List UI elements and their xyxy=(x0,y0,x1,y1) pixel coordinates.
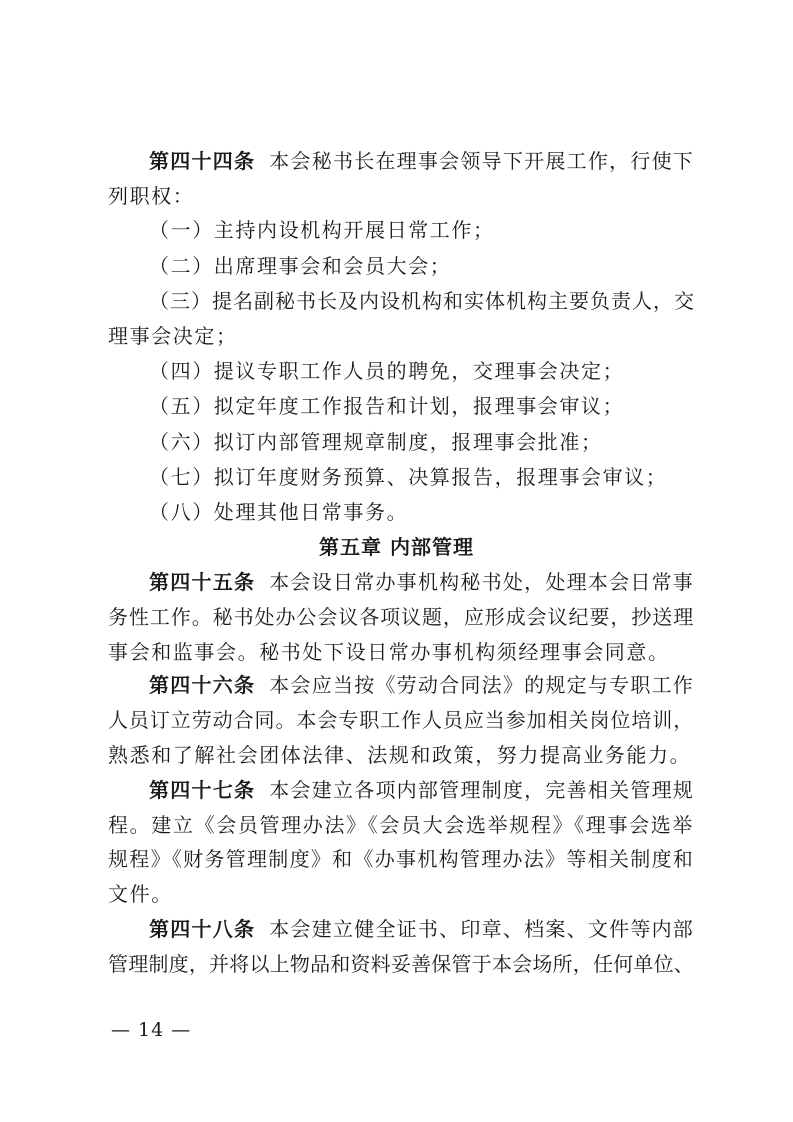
article-45-text-1: 本会设日常办事机构秘书处，处理本会日常事 xyxy=(269,570,695,594)
article-48-title: 第四十八条 xyxy=(149,917,256,941)
article-47-text-1: 本会建立各项内部管理制度，完善相关管理规 xyxy=(269,778,695,802)
article-47-line-2: 程。建立《会员管理办法》《会员大会选举规程》《理事会选举 xyxy=(108,813,694,837)
article-46-line-2: 人员订立劳动合同。本会专职工作人员应当参加相关岗位培训， xyxy=(108,708,694,732)
article-44-item-8: （八）处理其他日常事务。 xyxy=(149,500,409,524)
chapter-heading: 第五章 内部管理 xyxy=(319,535,474,559)
article-46-line-3: 熟悉和了解社会团体法律、法规和政策，努力提高业务能力。 xyxy=(108,743,692,767)
article-48-line-1 xyxy=(149,911,694,947)
page-number: — 14 — xyxy=(111,1019,192,1041)
article-48-text-1: 本会建立健全证书、印章、档案、文件等内部 xyxy=(269,917,695,941)
article-47-line-1 xyxy=(149,772,694,808)
article-46-title: 第四十六条 xyxy=(149,673,256,697)
article-44-line-1 xyxy=(149,143,694,179)
article-44-item-1: （一）主持内设机构开展日常工作； xyxy=(149,218,495,242)
article-47-line-4: 文件。 xyxy=(108,882,173,906)
article-44-text-1: 本会秘书长在理事会领导下开展工作，行使下 xyxy=(269,149,695,173)
article-48-line-2: 管理制度，并将以上物品和资料妥善保管于本会场所，任何单位、 xyxy=(108,952,694,976)
article-44-item-7: （七）拟订年度财务预算、决算报告，报理事会审议； xyxy=(149,465,668,489)
article-45-line-3: 事会和监事会。秘书处下设日常办事机构须经理事会同意。 xyxy=(108,640,670,664)
article-44-item-4: （四）提议专职工作人员的聘免，交理事会决定； xyxy=(149,359,625,383)
article-44-item-6: （六）拟订内部管理规章制度，报理事会批准； xyxy=(149,430,603,454)
article-45-title: 第四十五条 xyxy=(149,570,256,594)
article-45-line-2: 务性工作。秘书处办公会议各项议题，应形成会议纪要，抄送理 xyxy=(108,605,694,629)
article-47-title: 第四十七条 xyxy=(149,778,256,802)
article-45-line-1 xyxy=(149,564,694,600)
article-44-item-5: （五）拟定年度工作报告和计划，报理事会审议； xyxy=(149,394,625,418)
article-46-line-1 xyxy=(149,667,694,703)
article-44-item-3: （三）提名副秘书长及内设机构和实体机构主要负责人，交 xyxy=(149,289,695,313)
article-46-text-1: 本会应当按《劳动合同法》的规定与专职工作 xyxy=(269,673,695,697)
article-47-line-3: 规程》《财务管理制度》和《办事机构管理办法》等相关制度和 xyxy=(108,847,694,871)
article-44-title: 第四十四条 xyxy=(149,149,256,173)
article-44-line-2: 列职权： xyxy=(108,184,195,208)
article-44-item-3-cont: 理事会决定； xyxy=(108,324,238,348)
article-44-item-2: （二）出席理事会和会员大会； xyxy=(149,254,452,278)
